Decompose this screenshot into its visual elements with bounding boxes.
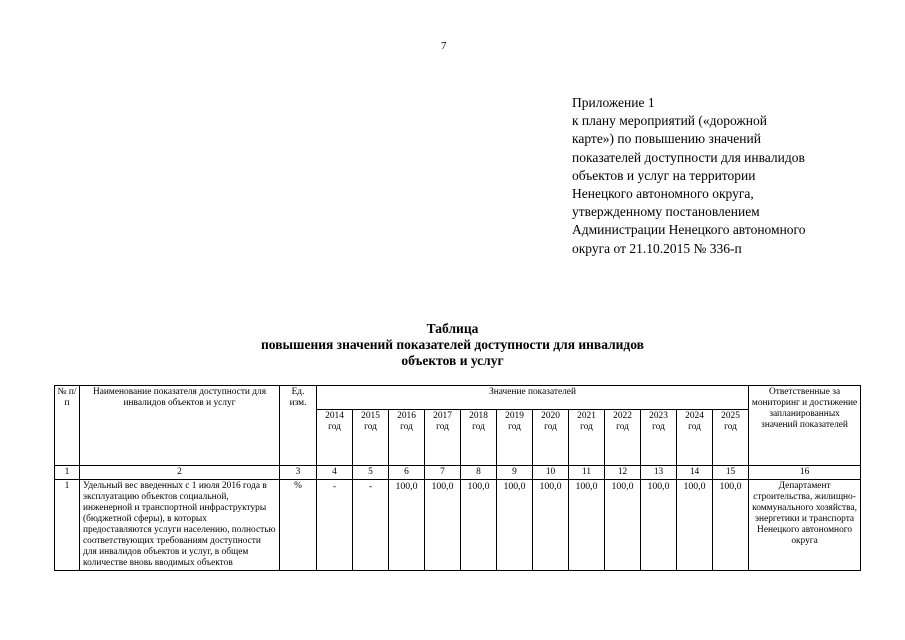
column-number: 12 xyxy=(605,466,641,480)
header-year: 2025 год xyxy=(713,410,749,466)
column-number: 16 xyxy=(749,466,861,480)
header-unit: Ед. изм. xyxy=(280,386,317,466)
column-number: 10 xyxy=(533,466,569,480)
row-value-2023: 100,0 xyxy=(641,480,677,571)
header-year: 2019 год xyxy=(497,410,533,466)
column-number: 8 xyxy=(461,466,497,480)
row-num: 1 xyxy=(55,480,80,571)
appendix-line: карте») по повышению значений xyxy=(572,131,761,147)
row-value-2021: 100,0 xyxy=(569,480,605,571)
header-year: 2021 год xyxy=(569,410,605,466)
row-value-2019: 100,0 xyxy=(497,480,533,571)
header-values-group: Значение показателей xyxy=(317,386,749,410)
table-subtitle: объектов и услуг xyxy=(401,353,504,368)
header-year: 2024 год xyxy=(677,410,713,466)
row-value-2015: - xyxy=(353,480,389,571)
column-number: 2 xyxy=(80,466,280,480)
header-year: 2022 год xyxy=(605,410,641,466)
column-number: 11 xyxy=(569,466,605,480)
column-number: 6 xyxy=(389,466,425,480)
column-number: 5 xyxy=(353,466,389,480)
row-unit: % xyxy=(280,480,317,571)
column-number: 15 xyxy=(713,466,749,480)
column-numbers-row xyxy=(55,466,861,480)
row-value-2018: 100,0 xyxy=(461,480,497,571)
table-row xyxy=(55,480,861,571)
column-number: 13 xyxy=(641,466,677,480)
header-year: 2020 год xyxy=(533,410,569,466)
row-value-2016: 100,0 xyxy=(389,480,425,571)
header-year: 2015 год xyxy=(353,410,389,466)
header-num: № п/п xyxy=(55,386,80,466)
header-row xyxy=(55,386,861,410)
appendix-line: округа от 21.10.2015 № 336-п xyxy=(572,240,742,256)
row-value-2020: 100,0 xyxy=(533,480,569,571)
appendix-line: к плану мероприятий («дорожной xyxy=(572,113,767,129)
column-number: 7 xyxy=(425,466,461,480)
column-number: 14 xyxy=(677,466,713,480)
appendix-note xyxy=(572,94,872,258)
row-value-2017: 100,0 xyxy=(425,480,461,571)
appendix-line: Администрации Ненецкого автономного xyxy=(572,222,806,238)
row-value-2024: 100,0 xyxy=(677,480,713,571)
appendix-line: показателей доступности для инвалидов xyxy=(572,149,805,165)
appendix-line: Приложение 1 xyxy=(572,95,655,110)
page-number: 7 xyxy=(441,40,447,52)
column-number: 4 xyxy=(317,466,353,480)
header-name: Наименование показателя доступности для инвалидов объектов и услуг xyxy=(80,386,280,466)
row-responsible: Департамент строительства, жилищно-коммунального хозяйства, энергетики и транспорта Ненецкого автономного округа xyxy=(749,480,861,571)
appendix-line: утвержденному постановлением xyxy=(572,204,760,220)
row-value-2014: - xyxy=(317,480,353,571)
row-indicator-name: Удельный вес введенных с 1 июля 2016 года в эксплуатацию объектов социальной, инженерной и транспортной инфраструктуры (бюджетной сферы), в которых предоставляются услуги населению, полностью соответствующих требованиям доступности для инвалидов объектов и услуг, в общем количестве вновь вводимых объектов xyxy=(80,480,280,571)
header-responsible: Ответственные за мониторинг и достижение запланированных значений показателей xyxy=(749,386,861,466)
table-subtitle: повышения значений показателей доступности для инвалидов xyxy=(261,337,644,352)
header-year: 2016 год xyxy=(389,410,425,466)
indicators-table xyxy=(54,385,861,571)
row-value-2025: 100,0 xyxy=(713,480,749,571)
column-number: 3 xyxy=(280,466,317,480)
table-title: Таблица xyxy=(426,321,479,336)
header-year: 2014 год xyxy=(317,410,353,466)
header-year: 2023 год xyxy=(641,410,677,466)
appendix-line: объектов и услуг на территории xyxy=(572,167,756,183)
appendix-line: Ненецкого автономного округа, xyxy=(572,186,754,202)
column-number: 9 xyxy=(497,466,533,480)
column-number: 1 xyxy=(55,466,80,480)
header-year: 2018 год xyxy=(461,410,497,466)
header-year: 2017 год xyxy=(425,410,461,466)
row-value-2022: 100,0 xyxy=(605,480,641,571)
